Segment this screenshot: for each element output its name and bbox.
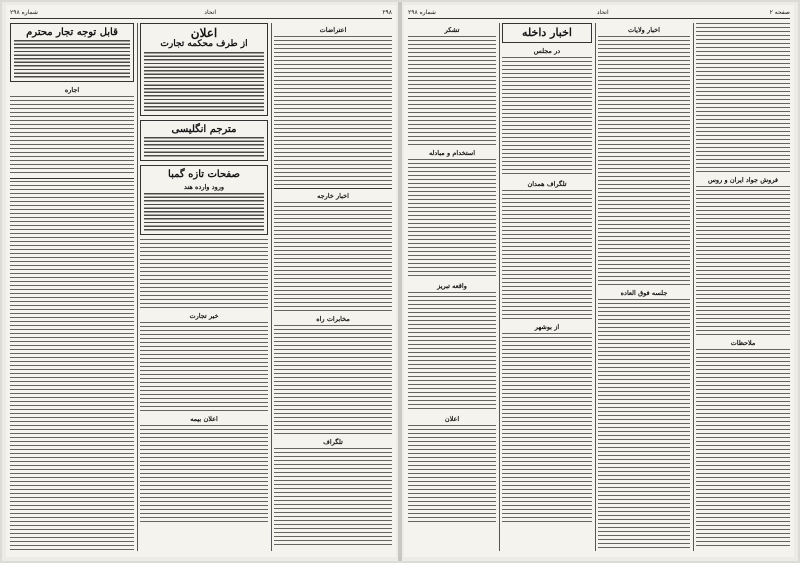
trade-news-subhead: ﺧﺒﺮ ﺗﺠﺎﺭﺕ [189,312,219,321]
new-pages-notice [140,165,268,235]
thanks-subhead: ﺗﺸﻜﺮ [444,26,460,34]
merchant-notice-headline: ﻗﺎﺑﻞ ﺗﻮﺟﻪ ﺗﺠﺎﺭ ﻣﺤﺘﺮﻡ [26,27,118,38]
newspaper-scan [2,2,798,561]
insurance-subhead: ﺍﻋﻼﻥ ﺑﻴﻤﻪ [190,415,218,424]
road-correspondence-subhead: ﻣﺨﺎﺑﺮﺍﺕ ﺭﺍﻩ [316,315,350,323]
new-pages-title: ﺻﻔﺤﺎﺕ ﺗﺎﺯﻩ ﮔﻤﺒﺎ [168,169,240,181]
bushehr-subhead: ﺍﺯ ﺑﻮﺷﻬﺮ [534,323,560,332]
right-paper-name: ﺍﺗﺤﺎﺩ [596,9,609,16]
court-notice [140,23,268,116]
lease-subhead: ﺍﺟﺎﺭﻩ [64,86,80,94]
announcement-subhead: ﺍﻋﻼﻥ [444,415,460,423]
telegraph-subhead-left: ﺗﻠﮕﺮﺍﻑ [323,438,343,446]
translator-title: ﻣﺘﺮﺟﻢ ﺍﻧﮕﻠﻴﺴﻰ [171,124,237,136]
horse-sale-subhead: ﻓﺮﻭﺵ ﺟﻮﺍﺩ ﺍﻳﺮﺍﻥ ﻭ ﺭﻭﺱ [707,176,779,184]
tabriz-event-subhead: ﻭﺍﻗﻌﻪ ﺗﺒﺮﻳﺰ [437,282,467,290]
employment-subhead: ﺍﺳﺘﺨﺪﺍﻡ ﻭ ﻣﺒﺎﺩﻟﻪ [428,149,476,157]
left-issue-number-dup: ۲۹۸ [382,9,392,16]
new-pages-subhead: ﻭﺭﻭﺩ ﻭﺍﺭﺩﻩ ﻫﻨﺪ [183,183,225,192]
domestic-news-headline: ﺍﺧﺒﺎﺭ ﺩﺍﺧﻠﻪ [522,26,572,39]
merchant-notice [10,23,134,82]
left-issue-number: ﺷﻤﺎﺭﻩ ۲۹۸ [10,9,38,16]
right-col-2 [502,23,592,551]
left-col-3 [274,23,392,551]
left-col-2 [140,23,268,551]
left-page [6,5,396,557]
right-col-1 [408,23,496,551]
page-fold [398,2,402,561]
remarks-subhead: ﻣﻠﺎﺣﻈﺎﺕ [730,339,756,347]
right-issue-number: ﺷﻤﺎﺭﻩ ۲۹۸ [408,9,436,16]
foreign-news-subhead: ﺍﺧﺒﺎﺭ ﺧﺎﺭﺟﻪ [317,192,349,200]
domestic-news-box [502,23,592,43]
objections-subhead: ﺍﻋﺘﺮﺍﺿﺎﺕ [319,26,347,34]
right-page-header [408,7,790,19]
court-notice-subtitle: ﺍﺯ ﻃﺮﻑ ﻣﺤﻜﻤﻪ ﺗﺠﺎﺭﺕ [160,39,248,50]
right-col-4 [696,23,790,551]
right-col-3 [598,23,690,551]
left-page-header [10,7,392,19]
left-col-1 [10,23,134,551]
left-paper-name: ﺍﺗﺤﺎﺩ [204,9,216,16]
provinces-news-subhead: ﺍﺧﺒﺎﺭ ﻭﻻﻳﺎﺕ [628,26,660,34]
right-page-number: ﺻﻔﺤﻪ ۲ [769,9,790,16]
extraordinary-session-subhead: ﺟﻠﺴﻪ ﻓﻮﻕ ﺍﻟﻌﺎﺩﻩ [620,289,668,297]
translator-notice [140,120,268,161]
hamadan-telegraph-subhead: ﺗﻠﮕﺮﺍﻑ ﻫﻤﺪﺍﻥ [527,180,567,189]
parliament-subhead: ﺩﺭ ﻣﺠﻠﺲ [533,47,561,56]
court-notice-title: ﺍﻋﻼﻥ [190,26,218,40]
right-page [404,5,794,557]
